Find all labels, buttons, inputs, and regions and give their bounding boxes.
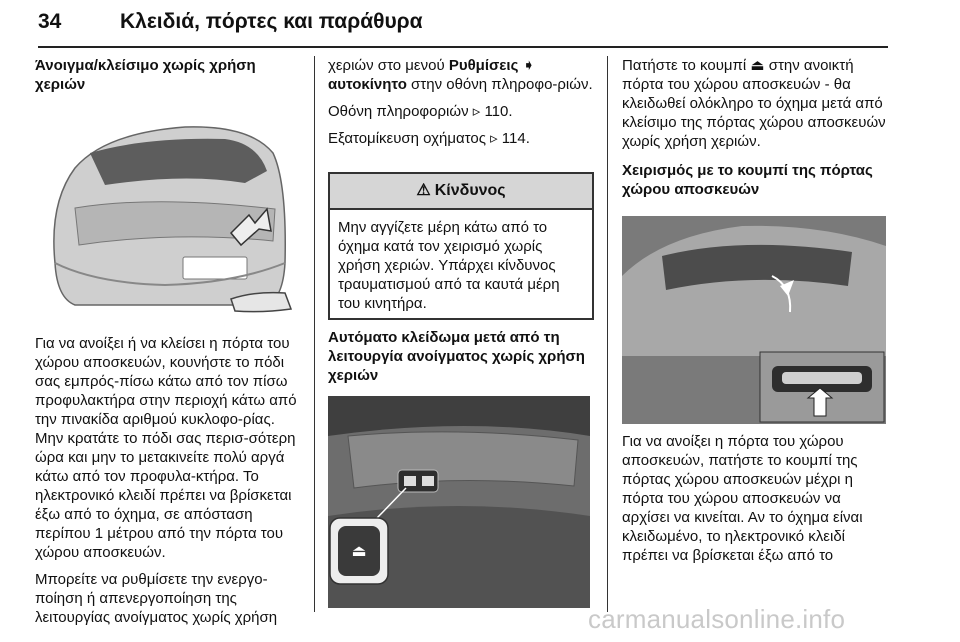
section-heading: Άνοιγμα/κλείσιμο χωρίς χρήση χεριών bbox=[35, 57, 256, 93]
column-left-text bbox=[35, 334, 303, 627]
column-right bbox=[622, 56, 886, 199]
column-left bbox=[35, 56, 303, 94]
paragraph: Για να ανοίξει η πόρτα του χώρου αποσκευών, πατήστε το κουμπί της πόρτας χώρου αποσκευών μέχρι η πόρτα του χώρου αποσκευών να αρχίσει να κινείται. Αν το όχημα είναι κλειδωμένο, το ηλεκτρονικό κλειδί πρέπει να βρίσκεται έξω από το bbox=[622, 433, 863, 564]
paragraph: Για να ανοίξει ή να κλείσει η πόρτα του χώρου αποσκευών, κουνήστε το πόδι σας εμπρός-πίσω κάτω από τον πίσω προφυλακτήρα στην περιοχή κάτω από την πινακίδα αριθμού κυκλοφο-ρίας. Μην κρατάτε το πόδι σας περισ-σότερη ώρα και μην το μετακινείτε πολύ αργά κάτω από τον προφυλα-κτήρα. Το ηλεκτρονικό κλειδί πρέπει να βρίσκεται έξω από το όχημα, σε απόσταση περίπου 1 μέτρου από την πόρτα του χώρου αποσκευών. bbox=[35, 335, 297, 561]
page-title: Κλειδιά, πόρτες και παράθυρα bbox=[120, 10, 423, 33]
column-divider bbox=[607, 56, 608, 612]
section-heading: Χειρισμός με το κουμπί της πόρτας χώρου αποσκευών bbox=[622, 162, 873, 198]
danger-text: Μην αγγίζετε μέρη κάτω από το όχημα κατά τον χειρισμό χωρίς χρήση χεριών. Υπάρχει κίνδυνος τραυματισμού από τα καυτά μέρη του κινητήρα. bbox=[338, 219, 560, 312]
column-divider bbox=[314, 56, 315, 612]
paragraph: Πατήστε το κουμπί ⏏ στην ανοικτή πόρτα του χώρου αποσκευών - θα κλειδωθεί ολόκληρο το όχημα μετά από κλείσιμο της πόρτας χώρου αποσκευών χωρίς χρήση χεριών. bbox=[622, 57, 886, 150]
danger-header bbox=[330, 174, 592, 210]
watermark: carmanualsonline.info bbox=[588, 604, 846, 634]
section-heading: Αυτόματο κλείδωμα μετά από τη λειτουργία ανοίγματος χωρίς χρήση χεριών bbox=[328, 329, 585, 384]
cross-reference: Εξατομίκευση οχήματος ▹ 114. bbox=[328, 130, 530, 147]
header-rule bbox=[38, 46, 888, 48]
figure-tailgate-button bbox=[622, 216, 886, 424]
danger-box bbox=[328, 172, 594, 320]
figure-tailgate-lock-button bbox=[328, 396, 590, 608]
tailgate-button-illustration bbox=[622, 216, 886, 424]
paragraph: Μπορείτε να ρυθμίσετε την ενεργο-ποίηση ή απενεργοποίηση της λειτουργίας ανοίγματος χωρίς χρήση bbox=[35, 571, 278, 626]
text-run: χεριών στο μενού bbox=[328, 57, 449, 74]
column-middle bbox=[328, 56, 594, 148]
cross-reference: Οθόνη πληροφοριών ▹ 110. bbox=[328, 103, 513, 120]
page-number: 34 bbox=[38, 10, 62, 33]
paragraph bbox=[328, 56, 594, 94]
menu-name: αυτοκίνητο bbox=[328, 76, 407, 93]
svg-text:⏏: ⏏ bbox=[351, 541, 367, 560]
arrow-icon: ➧ bbox=[522, 57, 536, 74]
column-right-text bbox=[622, 432, 886, 565]
warning-triangle-icon: ⚠ bbox=[416, 182, 431, 199]
column-middle-heading bbox=[328, 328, 594, 385]
page-header bbox=[38, 6, 888, 40]
menu-name: Ρυθμίσεις bbox=[448, 57, 519, 74]
tailgate-illustration bbox=[328, 396, 590, 608]
text-run: στην οθόνη πληροφο-ριών. bbox=[406, 76, 593, 93]
car-rear-illustration bbox=[35, 113, 297, 323]
danger-title: Κίνδυνος bbox=[434, 182, 506, 199]
figure-car-rear-foot-gesture bbox=[35, 113, 297, 323]
